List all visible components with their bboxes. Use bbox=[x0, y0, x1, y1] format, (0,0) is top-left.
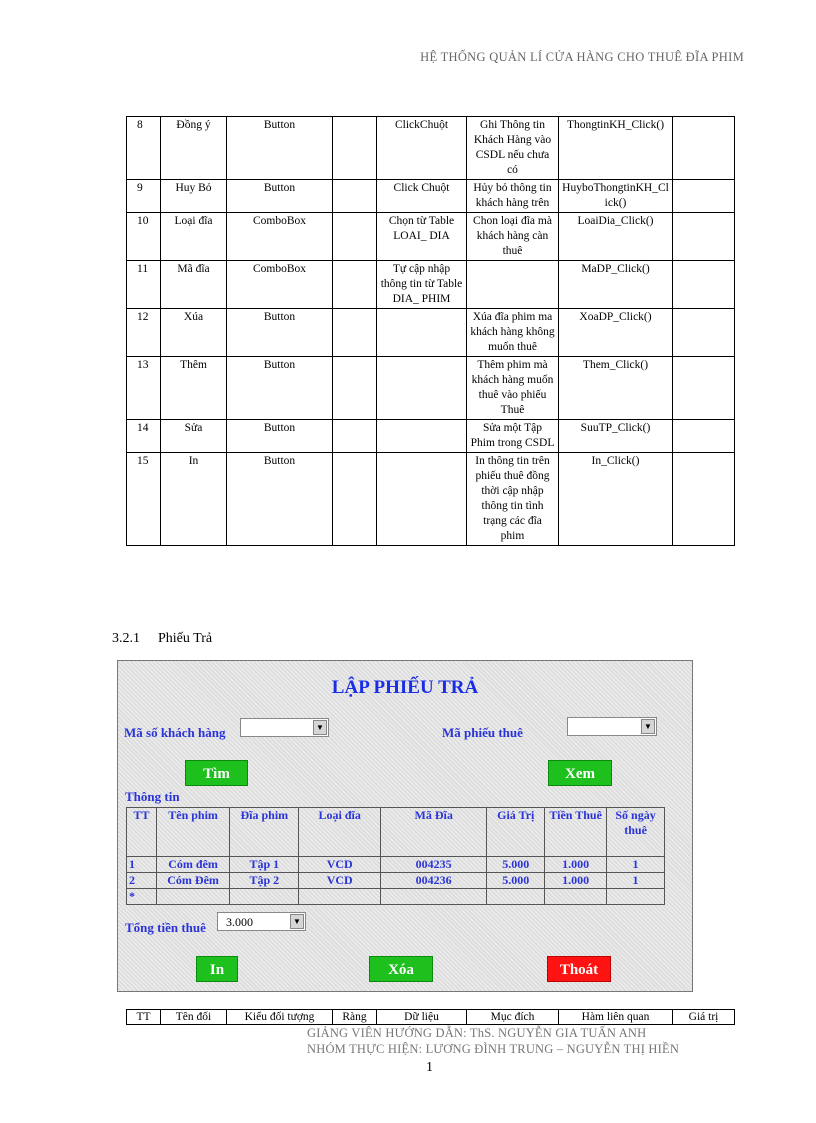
table-cell-name: In bbox=[161, 453, 227, 546]
table-cell-tt: 8 bbox=[127, 117, 161, 180]
page-header: HỆ THỐNG QUẢN LÍ CỬA HÀNG CHO THUÊ ĐĨA PHIM bbox=[420, 50, 744, 64]
table-cell-value bbox=[673, 180, 735, 213]
footer-team: NHÓM THỰC HIỆN: LƯƠNG ĐÌNH TRUNG – NGUYỄN THỊ HIỀN bbox=[307, 1042, 680, 1056]
chevron-down-icon[interactable]: ▼ bbox=[313, 720, 327, 735]
grid-cell[interactable] bbox=[156, 889, 229, 905]
table-cell-value bbox=[673, 420, 735, 453]
table-cell-value bbox=[673, 261, 735, 309]
table-cell-constraint bbox=[333, 420, 377, 453]
table-cell-type: ComboBox bbox=[227, 213, 333, 261]
table-row bbox=[127, 453, 735, 546]
table-cell-tt: 13 bbox=[127, 357, 161, 420]
table-cell-data: Chọn từ Table LOAI_ DIA bbox=[377, 213, 467, 261]
table-cell-name: Xúa bbox=[161, 309, 227, 357]
table-cell-name: Huy Bỏ bbox=[161, 180, 227, 213]
bottom-column-header: Giá trị bbox=[673, 1010, 735, 1025]
exit-button[interactable]: Thoát bbox=[547, 956, 611, 982]
grid-column-header: Giá Trị bbox=[487, 808, 545, 857]
grid-cell[interactable]: Tập 1 bbox=[230, 857, 299, 873]
table-cell-constraint bbox=[333, 213, 377, 261]
table-row bbox=[127, 180, 735, 213]
table-row bbox=[127, 261, 735, 309]
grid-cell[interactable]: Tập 2 bbox=[230, 873, 299, 889]
grid-cell[interactable]: 1 bbox=[127, 857, 157, 873]
table-cell-constraint bbox=[333, 261, 377, 309]
table-cell-purpose: In thông tin trên phiếu thuê đồng thời cập nhập thông tin tình trạng các đĩa phim bbox=[467, 453, 559, 546]
table-cell-name: Thêm bbox=[161, 357, 227, 420]
table-cell-tt: 12 bbox=[127, 309, 161, 357]
next-table-header bbox=[126, 1009, 735, 1025]
table-cell-handler: Them_Click() bbox=[559, 357, 673, 420]
grid-column-header: Tên phim bbox=[156, 808, 229, 857]
table-cell-data: Click Chuột bbox=[377, 180, 467, 213]
table-cell-constraint bbox=[333, 117, 377, 180]
object-table bbox=[126, 116, 735, 546]
bottom-column-header: TT bbox=[127, 1010, 161, 1025]
section-title: Phiếu Trả bbox=[158, 631, 213, 646]
rental-id-label: Mã phiếu thuê bbox=[442, 725, 523, 740]
grid-cell[interactable] bbox=[380, 889, 486, 905]
table-cell-handler: LoaiDia_Click() bbox=[559, 213, 673, 261]
table-row bbox=[127, 357, 735, 420]
customer-id-combobox[interactable] bbox=[240, 718, 329, 737]
table-cell-handler: SuuTP_Click() bbox=[559, 420, 673, 453]
delete-button[interactable]: Xóa bbox=[369, 956, 433, 982]
table-cell-data: Tự cập nhập thông tin từ Table DIA_ PHIM bbox=[377, 261, 467, 309]
bottom-column-header: Hàm liên quan bbox=[559, 1010, 673, 1025]
table-cell-handler: XoaDP_Click() bbox=[559, 309, 673, 357]
grid-cell[interactable]: Cóm Đêm bbox=[156, 873, 229, 889]
grid-cell[interactable]: 004236 bbox=[380, 873, 486, 889]
grid-header-row bbox=[127, 808, 665, 857]
table-cell-value bbox=[673, 117, 735, 180]
customer-id-label: Mã số khách hàng bbox=[124, 725, 226, 740]
grid-row[interactable] bbox=[127, 857, 665, 873]
grid-column-header: Tiền Thuê bbox=[545, 808, 607, 857]
grid-column-header: Đĩa phim bbox=[230, 808, 299, 857]
grid-cell[interactable]: 5.000 bbox=[487, 857, 545, 873]
grid-column-header: TT bbox=[127, 808, 157, 857]
table-cell-purpose bbox=[467, 261, 559, 309]
table-cell-type: Button bbox=[227, 357, 333, 420]
page-number: 1 bbox=[426, 1060, 433, 1075]
table-cell-tt: 11 bbox=[127, 261, 161, 309]
total-combobox[interactable] bbox=[217, 912, 306, 931]
table-cell-value bbox=[673, 357, 735, 420]
table-cell-purpose: Hủy bỏ thông tin khách hàng trên bbox=[467, 180, 559, 213]
table-cell-name: Loại đĩa bbox=[161, 213, 227, 261]
total-label: Tổng tiền thuê bbox=[125, 920, 206, 935]
table-row bbox=[127, 309, 735, 357]
table-cell-handler: MaDP_Click() bbox=[559, 261, 673, 309]
table-row bbox=[127, 117, 735, 180]
table-cell-type: Button bbox=[227, 309, 333, 357]
table-cell-type: Button bbox=[227, 117, 333, 180]
grid-cell[interactable]: Cóm đêm bbox=[156, 857, 229, 873]
grid-cell[interactable]: 1.000 bbox=[545, 873, 607, 889]
table-cell-name: Đồng ý bbox=[161, 117, 227, 180]
section-number: 3.2.1 bbox=[112, 631, 140, 646]
table-cell-purpose: Thêm phim mà khách hàng muốn thuê vào phiếu Thuê bbox=[467, 357, 559, 420]
bottom-column-header: Kiểu đối tượng bbox=[227, 1010, 333, 1025]
view-button[interactable]: Xem bbox=[548, 760, 612, 786]
table-cell-purpose: Sửa một Tập Phim trong CSDL bbox=[467, 420, 559, 453]
grid-cell[interactable]: 1 bbox=[607, 857, 665, 873]
grid-cell[interactable]: 5.000 bbox=[487, 873, 545, 889]
grid-cell[interactable]: 2 bbox=[127, 873, 157, 889]
rental-id-combobox[interactable] bbox=[567, 717, 657, 736]
grid-cell[interactable] bbox=[299, 889, 381, 905]
grid-cell[interactable]: 1.000 bbox=[545, 857, 607, 873]
bottom-column-header: Dữ liệu bbox=[377, 1010, 467, 1025]
grid-cell[interactable]: 004235 bbox=[380, 857, 486, 873]
return-slip-form bbox=[117, 660, 693, 992]
grid-cell[interactable]: VCD bbox=[299, 873, 381, 889]
table-cell-value bbox=[673, 453, 735, 546]
table-cell-data bbox=[377, 309, 467, 357]
print-button[interactable]: In bbox=[196, 956, 238, 982]
grid-cell[interactable]: * bbox=[127, 889, 157, 905]
footer-advisor: GIẢNG VIÊN HƯỚNG DẪN: ThS. NGUYỄN GIA TUẤN ANH bbox=[307, 1026, 647, 1040]
table-row bbox=[127, 213, 735, 261]
form-title: LẬP PHIẾU TRẢ bbox=[331, 677, 479, 698]
table-cell-type: Button bbox=[227, 453, 333, 546]
bottom-column-header: Tên đối bbox=[161, 1010, 227, 1025]
table-cell-data bbox=[377, 357, 467, 420]
table-cell-purpose: Chon loại đĩa mà khách hàng càn thuê bbox=[467, 213, 559, 261]
table-cell-handler: ThongtinKH_Click() bbox=[559, 117, 673, 180]
table-cell-tt: 14 bbox=[127, 420, 161, 453]
table-cell-data bbox=[377, 420, 467, 453]
table-row bbox=[127, 420, 735, 453]
table-cell-purpose: Xúa đĩa phim ma khách hàng không muốn thuê bbox=[467, 309, 559, 357]
table-cell-constraint bbox=[333, 453, 377, 546]
table-cell-data: ClickChuột bbox=[377, 117, 467, 180]
total-value: 3.000 bbox=[226, 915, 253, 929]
table-cell-type: Button bbox=[227, 180, 333, 213]
bottom-column-header: Mục đích bbox=[467, 1010, 559, 1025]
return-items-grid bbox=[126, 807, 665, 905]
info-label: Thông tin bbox=[125, 789, 180, 804]
table-cell-value bbox=[673, 213, 735, 261]
grid-cell[interactable] bbox=[545, 889, 607, 905]
grid-cell[interactable]: VCD bbox=[299, 857, 381, 873]
grid-column-header: Số ngày thuê bbox=[607, 808, 665, 857]
bottom-header-row bbox=[127, 1010, 735, 1025]
table-cell-constraint bbox=[333, 357, 377, 420]
chevron-down-icon[interactable]: ▼ bbox=[290, 914, 304, 929]
grid-row[interactable] bbox=[127, 873, 665, 889]
table-cell-purpose: Ghi Thông tin Khách Hàng vào CSDL nếu chưa có bbox=[467, 117, 559, 180]
grid-cell[interactable] bbox=[230, 889, 299, 905]
table-cell-data bbox=[377, 453, 467, 546]
table-cell-name: Sửa bbox=[161, 420, 227, 453]
grid-cell[interactable]: 1 bbox=[607, 873, 665, 889]
grid-column-header: Mã Đĩa bbox=[380, 808, 486, 857]
table-cell-tt: 15 bbox=[127, 453, 161, 546]
table-cell-type: Button bbox=[227, 420, 333, 453]
table-cell-tt: 9 bbox=[127, 180, 161, 213]
table-cell-tt: 10 bbox=[127, 213, 161, 261]
grid-cell[interactable] bbox=[607, 889, 665, 905]
chevron-down-icon[interactable]: ▼ bbox=[641, 719, 655, 734]
grid-column-header: Loại đĩa bbox=[299, 808, 381, 857]
find-button[interactable]: Tìm bbox=[185, 760, 248, 786]
table-cell-constraint bbox=[333, 309, 377, 357]
table-cell-value bbox=[673, 309, 735, 357]
bottom-column-header: Ràng bbox=[333, 1010, 377, 1025]
table-cell-type: ComboBox bbox=[227, 261, 333, 309]
table-cell-handler: In_Click() bbox=[559, 453, 673, 546]
table-cell-constraint bbox=[333, 180, 377, 213]
table-cell-name: Mã đĩa bbox=[161, 261, 227, 309]
section-heading bbox=[112, 631, 230, 647]
grid-cell[interactable] bbox=[487, 889, 545, 905]
table-cell-handler: HuyboThongtinKH_Click() bbox=[559, 180, 673, 213]
grid-row[interactable] bbox=[127, 889, 665, 905]
